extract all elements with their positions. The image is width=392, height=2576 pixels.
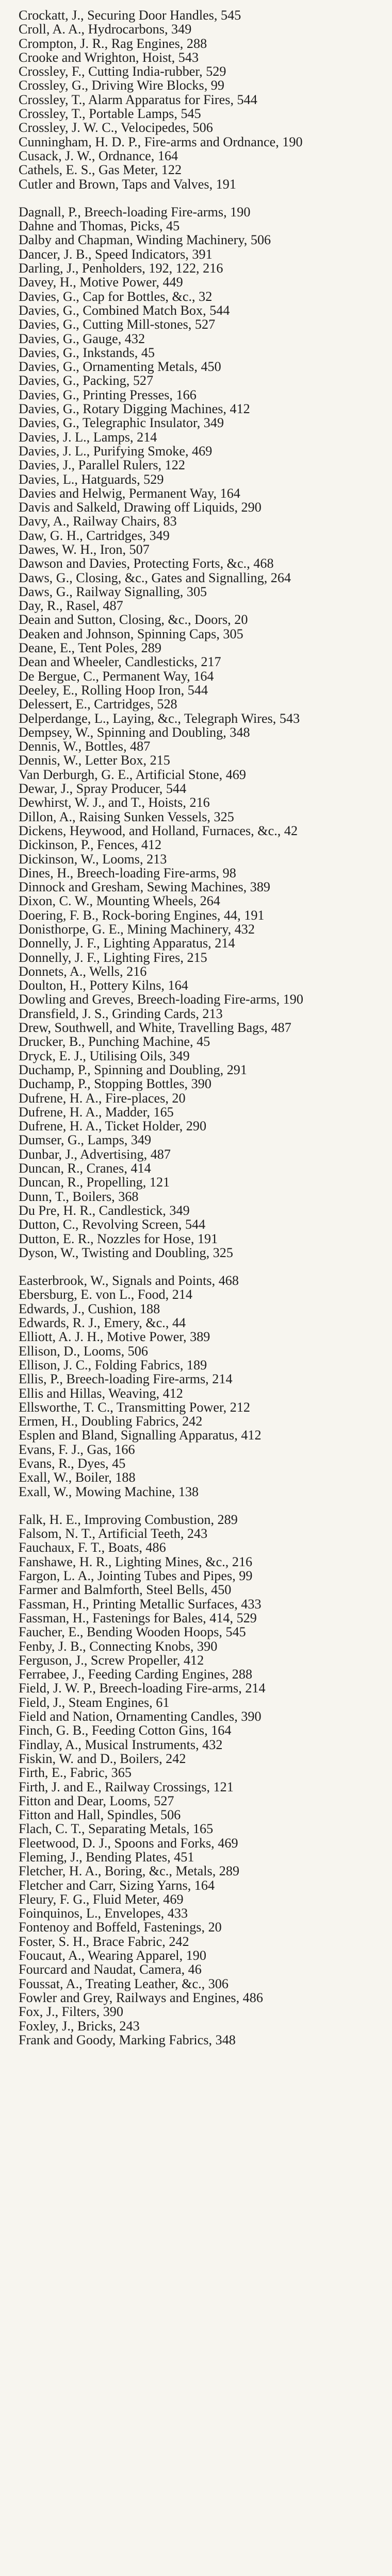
index-entry: Duncan, R., Propelling, 121 xyxy=(19,1175,170,1190)
index-entry: Falk, H. E., Improving Combustion, 289 xyxy=(19,1512,238,1527)
section-gap xyxy=(19,191,386,205)
index-entry: Evans, F. J., Gas, 166 xyxy=(19,1442,135,1457)
index-entry: Ferrabee, J., Feeding Carding Engines, 288 xyxy=(19,1667,253,1682)
index-entry: Ellsworthe, T. C., Transmitting Power, 212 xyxy=(19,1399,251,1415)
index-section xyxy=(19,8,386,191)
index-entry: Dines, H., Breech-loading Fire-arms, 98 xyxy=(19,865,236,880)
index-entry: Fourcard and Naudat, Camera, 46 xyxy=(19,1962,202,1977)
index-entry: Fanshawe, H. R., Lighting Mines, &c., 216 xyxy=(19,1554,253,1569)
index-entry: Foinquinos, L., Envelopes, 433 xyxy=(19,1906,188,1921)
index-entry: Drew, Southwell, and White, Travelling Bags, 487 xyxy=(19,1020,291,1036)
index-entry: De Bergue, C., Permanent Way, 164 xyxy=(19,668,214,684)
index-entry: Fiskin, W. and D., Boilers, 242 xyxy=(19,1751,186,1766)
index-entry: Delessert, E., Cartridges, 528 xyxy=(19,697,177,712)
index-entry: Exall, W., Mowing Machine, 138 xyxy=(19,1484,199,1499)
index-entry: Foussat, A., Treating Leather, &c., 306 xyxy=(19,1976,229,1991)
index-entry: Fontenoy and Boffeld, Fastenings, 20 xyxy=(19,1920,222,1935)
index-entry: Dufrene, H. A., Madder, 165 xyxy=(19,1104,174,1120)
index-entry: Falsom, N. T., Artificial Teeth, 243 xyxy=(19,1526,208,1541)
index-entry: Crompton, J. R., Rag Engines, 288 xyxy=(19,36,207,51)
index-entry: Firth, J. and E., Railway Crossings, 121 xyxy=(19,1779,234,1794)
index-entry: Deaken and Johnson, Spinning Caps, 305 xyxy=(19,626,243,641)
index-entry: Dowling and Greves, Breech-loading Fire-arms, 190 xyxy=(19,992,303,1007)
index-entry: Crockatt, J., Securing Door Handles, 545 xyxy=(19,8,241,23)
index-entry: Dixon, C. W., Mounting Wheels, 264 xyxy=(19,893,220,909)
index-entry: Dutton, E. R., Nozzles for Hose, 191 xyxy=(19,1231,218,1246)
index-entry: Davies, L., Hatguards, 529 xyxy=(19,471,164,487)
index-entry: Davis and Salkeld, Drawing off Liquids, 290 xyxy=(19,500,262,515)
index-entry: Crossley, T., Portable Lamps, 545 xyxy=(19,106,201,122)
index-entry: Edwards, J., Cushion, 188 xyxy=(19,1301,160,1316)
index-entry: Fenby, J. B., Connecting Knobs, 390 xyxy=(19,1638,218,1654)
index-entry: Deeley, E., Rolling Hoop Iron, 544 xyxy=(19,682,208,698)
index-entry: Drucker, B., Punching Machine, 45 xyxy=(19,1034,210,1049)
index-entry: Ellison, D., Looms, 506 xyxy=(19,1343,148,1359)
index-entry: Ellis and Hillas, Weaving, 412 xyxy=(19,1385,183,1401)
index-entry: Daws, G., Railway Signalling, 305 xyxy=(19,584,207,599)
index-entry: Finch, G. B., Feeding Cotton Gins, 164 xyxy=(19,1723,232,1738)
index-entry: Dickinson, P., Fences, 412 xyxy=(19,837,162,853)
index-entry: Faucher, E., Bending Wooden Hoops, 545 xyxy=(19,1624,246,1640)
index-entry: Dufrene, H. A., Ticket Holder, 290 xyxy=(19,1118,207,1134)
index-entry: Davies, G., Rotary Digging Machines, 412 xyxy=(19,401,250,417)
index-entry: Easterbrook, W., Signals and Points, 468 xyxy=(19,1273,239,1289)
index-entry: Dahne and Thomas, Picks, 45 xyxy=(19,218,180,234)
index-entry: Daw, G. H., Cartridges, 349 xyxy=(19,528,170,543)
index-entry: Crooke and Wrighton, Hoist, 543 xyxy=(19,49,199,65)
index-entry: Davies, G., Cap for Bottles, &c., 32 xyxy=(19,289,213,304)
index-entry: Duchamp, P., Stopping Bottles, 390 xyxy=(19,1076,211,1092)
index-entry: Fletcher and Carr, Sizing Yarns, 164 xyxy=(19,1877,215,1893)
index-entry: Deane, E., Tent Poles, 289 xyxy=(19,640,161,656)
index-entry: Dunn, T., Boilers, 368 xyxy=(19,1189,139,1204)
index-section xyxy=(19,1513,386,2047)
index-entry: Davies, G., Packing, 527 xyxy=(19,373,154,388)
index-entry: Cusack, J. W., Ordnance, 164 xyxy=(19,148,178,163)
index-entry: Davies, G., Cutting Mill-stones, 527 xyxy=(19,317,216,332)
index-entry: Fitton and Dear, Looms, 527 xyxy=(19,1793,174,1808)
index-entry: Dennis, W., Bottles, 487 xyxy=(19,739,151,754)
index-entry: Fowler and Grey, Railways and Engines, 486 xyxy=(19,1990,263,2005)
index-entry: Davies, J. L., Lamps, 214 xyxy=(19,429,157,445)
index-entry: Fleetwood, D. J., Spoons and Forks, 469 xyxy=(19,1835,238,1851)
index-entry: Davies, G., Gauge, 432 xyxy=(19,331,145,346)
index-entry: Daws, G., Closing, &c., Gates and Signalling, 264 xyxy=(19,570,291,585)
index-entry: Foucaut, A., Wearing Apparel, 190 xyxy=(19,1948,206,1963)
index-entry: Fox, J., Filters, 390 xyxy=(19,2004,123,2020)
index-entry: Findlay, A., Musical Instruments, 432 xyxy=(19,1737,223,1752)
index-entry: Dufrene, H. A., Fire-places, 20 xyxy=(19,1090,186,1106)
index-entry: Evans, R., Dyes, 45 xyxy=(19,1455,126,1471)
index-entry: Doering, F. B., Rock-boring Engines, 44, 191 xyxy=(19,907,265,923)
section-gap xyxy=(19,1499,386,1513)
index-entry: Fauchaux, F. T., Boats, 486 xyxy=(19,1540,166,1555)
index-entry: Dancer, J. B., Speed Indicators, 391 xyxy=(19,246,213,262)
index-entry: Dempsey, W., Spinning and Doubling, 348 xyxy=(19,724,250,740)
index-entry: Exall, W., Boiler, 188 xyxy=(19,1470,136,1485)
index-entry: Dunbar, J., Advertising, 487 xyxy=(19,1146,171,1162)
index-entry: Delperdange, L., Laying, &c., Telegraph Wires, 543 xyxy=(19,710,300,726)
index-entry: Fleming, J., Bending Plates, 451 xyxy=(19,1850,194,1865)
section-gap xyxy=(19,1260,386,1274)
index-entry: Du Pre, H. R., Candlestick, 349 xyxy=(19,1202,190,1218)
index-entry: Crossley, J. W. C., Velocipedes, 506 xyxy=(19,120,213,135)
index-entry: Fitton and Hall, Spindles, 506 xyxy=(19,1807,181,1823)
index-entry: Dewhirst, W. J., and T., Hoists, 216 xyxy=(19,795,210,810)
index-entry: Donnets, A., Wells, 216 xyxy=(19,963,147,979)
index-entry: Dickinson, W., Looms, 213 xyxy=(19,851,167,867)
index-entry: Davies and Helwig, Permanent Way, 164 xyxy=(19,485,240,501)
index-entry: Deain and Sutton, Closing, &c., Doors, 20 xyxy=(19,612,248,628)
index-entry: Dyson, W., Twisting and Doubling, 325 xyxy=(19,1245,233,1260)
index-section xyxy=(19,1274,386,1499)
index-entry: Davies, G., Telegraphic Insulator, 349 xyxy=(19,415,224,431)
index-entry: Fletcher, H. A., Boring, &c., Metals, 289 xyxy=(19,1863,240,1879)
index-entry: Dryck, E. J., Utilising Oils, 349 xyxy=(19,1048,190,1063)
index-entry: Doulton, H., Pottery Kilns, 164 xyxy=(19,978,188,993)
index-entry: Field and Nation, Ornamenting Candles, 390 xyxy=(19,1709,262,1724)
index-entry: Firth, E., Fabric, 365 xyxy=(19,1765,132,1781)
index-entry: Ferguson, J., Screw Propeller, 412 xyxy=(19,1652,204,1668)
index-entry: Dutton, C., Revolving Screen, 544 xyxy=(19,1217,206,1232)
index-entry: Dawson and Davies, Protecting Forts, &c., 468 xyxy=(19,556,274,571)
index-section xyxy=(19,205,386,1260)
index-entry: Cutler and Brown, Taps and Valves, 191 xyxy=(19,176,236,192)
index-entry: Foxley, J., Bricks, 243 xyxy=(19,2018,140,2033)
index-entry: Ellis, P., Breech-loading Fire-arms, 214 xyxy=(19,1371,233,1387)
index-entry: Crossley, F., Cutting India-rubber, 529 xyxy=(19,64,226,79)
index-entry: Duchamp, P., Spinning and Doubling, 291 xyxy=(19,1062,247,1077)
index-entry: Crossley, G., Driving Wire Blocks, 99 xyxy=(19,78,224,93)
index-entry: Dennis, W., Letter Box, 215 xyxy=(19,753,170,768)
index-entry: Foster, S. H., Brace Fabric, 242 xyxy=(19,1934,189,1949)
index-entry: Ebersburg, E. von L., Food, 214 xyxy=(19,1287,193,1302)
index-entry: Davies, J. L., Purifying Smoke, 469 xyxy=(19,443,213,459)
index-entry: Field, J. W. P., Breech-loading Fire-arms, 214 xyxy=(19,1681,266,1696)
index-entry: Fassman, H., Fastenings for Bales, 414, 529 xyxy=(19,1610,257,1625)
index-entry: Cunningham, H. D. P., Fire-arms and Ordnance, 190 xyxy=(19,134,303,149)
index-entry: Van Derburgh, G. E., Artificial Stone, 469 xyxy=(19,767,246,782)
index-entry: Ermen, H., Doubling Fabrics, 242 xyxy=(19,1414,203,1429)
index-entry: Davey, H., Motive Power, 449 xyxy=(19,275,183,290)
index-entry: Fargon, L. A., Jointing Tubes and Pipes, 99 xyxy=(19,1568,253,1584)
index-entry: Davy, A., Railway Chairs, 83 xyxy=(19,514,177,529)
index-entry: Darling, J., Penholders, 192, 122, 216 xyxy=(19,261,223,276)
index-entry: Fassman, H., Printing Metallic Surfaces, 433 xyxy=(19,1596,262,1612)
index-entry: Elliott, A. J. H., Motive Power, 389 xyxy=(19,1329,210,1345)
index-entry: Duncan, R., Cranes, 414 xyxy=(19,1161,151,1176)
index-entry: Fleury, F. G., Fluid Meter, 469 xyxy=(19,1891,184,1907)
index-entry: Frank and Goody, Marking Fabrics, 348 xyxy=(19,2032,236,2047)
index-entry: Davies, G., Inkstands, 45 xyxy=(19,345,155,360)
index-entry: Dewar, J., Spray Producer, 544 xyxy=(19,781,187,796)
index-entry: Cathels, E. S., Gas Meter, 122 xyxy=(19,162,182,178)
index-entry: Croll, A. A., Hydrocarbons, 349 xyxy=(19,22,192,37)
index-entry: Esplen and Bland, Signalling Apparatus, 412 xyxy=(19,1428,262,1443)
index-entry: Dean and Wheeler, Candlesticks, 217 xyxy=(19,654,221,670)
index-entry: Ellison, J. C., Folding Fabrics, 189 xyxy=(19,1357,207,1372)
index-entry: Field, J., Steam Engines, 61 xyxy=(19,1694,170,1710)
index-entry: Donnelly, J. F., Lighting Fires, 215 xyxy=(19,950,207,965)
index-entry: Dillon, A., Raising Sunken Vessels, 325 xyxy=(19,809,234,824)
index-entry: Davies, G., Combined Match Box, 544 xyxy=(19,302,230,318)
index-entry: Davies, J., Parallel Rulers, 122 xyxy=(19,457,185,473)
index-entry: Donisthorpe, G. E., Mining Machinery, 432 xyxy=(19,922,255,937)
index-entry: Dawes, W. H., Iron, 507 xyxy=(19,541,150,557)
index-entry: Davies, G., Printing Presses, 166 xyxy=(19,387,197,402)
index-entry: Farmer and Balmforth, Steel Bells, 450 xyxy=(19,1582,232,1598)
index-entry: Flach, C. T., Separating Metals, 165 xyxy=(19,1821,214,1837)
index-entry: Davies, G., Ornamenting Metals, 450 xyxy=(19,359,221,375)
index-entry: Dickens, Heywood, and Holland, Furnaces, &c., 42 xyxy=(19,823,298,838)
index-entry: Dumser, G., Lamps, 349 xyxy=(19,1132,152,1148)
index-entry: Dagnall, P., Breech-loading Fire-arms, 190 xyxy=(19,204,251,219)
index-entry: Dalby and Chapman, Winding Machinery, 506 xyxy=(19,232,271,248)
index-entry: Edwards, R. J., Emery, &c., 44 xyxy=(19,1315,186,1331)
index-entry: Dinnock and Gresham, Sewing Machines, 389 xyxy=(19,879,271,895)
index-entry: Dransfield, J. S., Grinding Cards, 213 xyxy=(19,1006,223,1021)
index-entry: Donnelly, J. F., Lighting Apparatus, 214 xyxy=(19,936,235,951)
index-entry: Crossley, T., Alarm Apparatus for Fires, 544 xyxy=(19,92,257,107)
index-entry: Day, R., Rasel, 487 xyxy=(19,598,123,614)
